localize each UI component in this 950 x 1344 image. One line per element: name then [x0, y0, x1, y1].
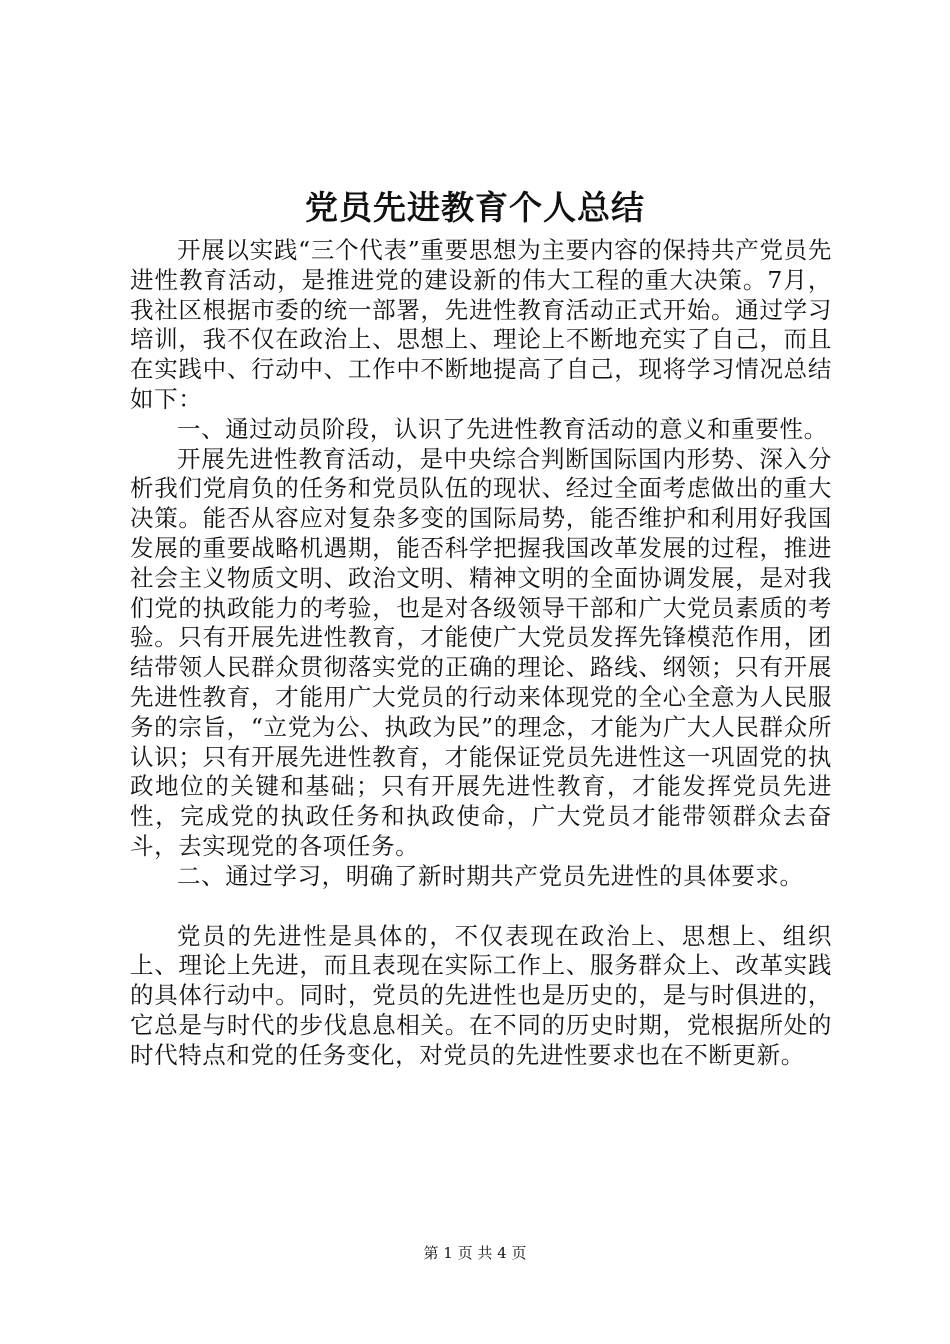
paragraph-heading-one: 一、通过动员阶段，认识了先进性教育活动的意义和重要性。 — [177, 414, 828, 443]
page-number-footer: 第 1 页 共 4 页 — [423, 1244, 527, 1262]
paragraph-section-one: 开展先进性教育活动，是中央综合判断国际国内形势、深入分析我们党肩负的任务和党员队伍的现状、经过全面考虑做出的重大决策。能否从容应对复杂多变的国际局势，能否维护和利用好我国发展的重要战略机遇期，能否科学把握我国改革发展的过程，推进社会主义物质文明、政治文明、精神文明的全面协调发展，是对我们党的执政能力的考验，也是对各级领导干部和广大党员素质的考验。只有开展先进性教育，才能使广大党员发挥先锋模范作用，团结带领人民群众贯彻落实党的正确的理论、路线、纲领；只有开展先进性教育，才能用广大党员的行动来体现党的全心全意为人民服务的宗旨，“立党为公、执政为民”的理念，才能为广大人民群众所认识；只有开展先进性教育，才能保证党员先进性这一巩固党的执政地位的关键和基础；只有开展先进性教育，才能发挥党员先进性，完成党的执政任务和执政使命，广大党员才能带领群众去奋斗，去实现党的各项任务。 — [130, 444, 832, 860]
paragraph-intro: 开展以实践“三个代表”重要思想为主要内容的保持共产党员先进性教育活动，是推进党的建设新的伟大工程的重大决策。7月，我社区根据市委的统一部署，先进性教育活动正式开始。通过学习培训，我不仅在政治上、思想上、理论上不断地充实了自己，而且在实践中、行动中、工作中不断地提高了自己，现将学习情况总结如下： — [130, 236, 832, 413]
paragraph-heading-two: 二、通过学习，明确了新时期共产党员先进性的具体要求。 — [177, 861, 804, 890]
document-title: 党员先进教育个人总结 — [305, 188, 645, 227]
document-body — [130, 236, 832, 1071]
paragraph-section-two: 党员的先进性是具体的，不仅表现在政治上、思想上、组织上、理论上先进，而且表现在实际工作上、服务群众上、改革实践的具体行动中。同时，党员的先进性也是历史的，是与时俱进的，它总是与时代的步伐息息相关。在不同的历史时期，党根据所处的时代特点和党的任务变化，对党员的先进性要求也在不断更新。 — [130, 921, 832, 1069]
